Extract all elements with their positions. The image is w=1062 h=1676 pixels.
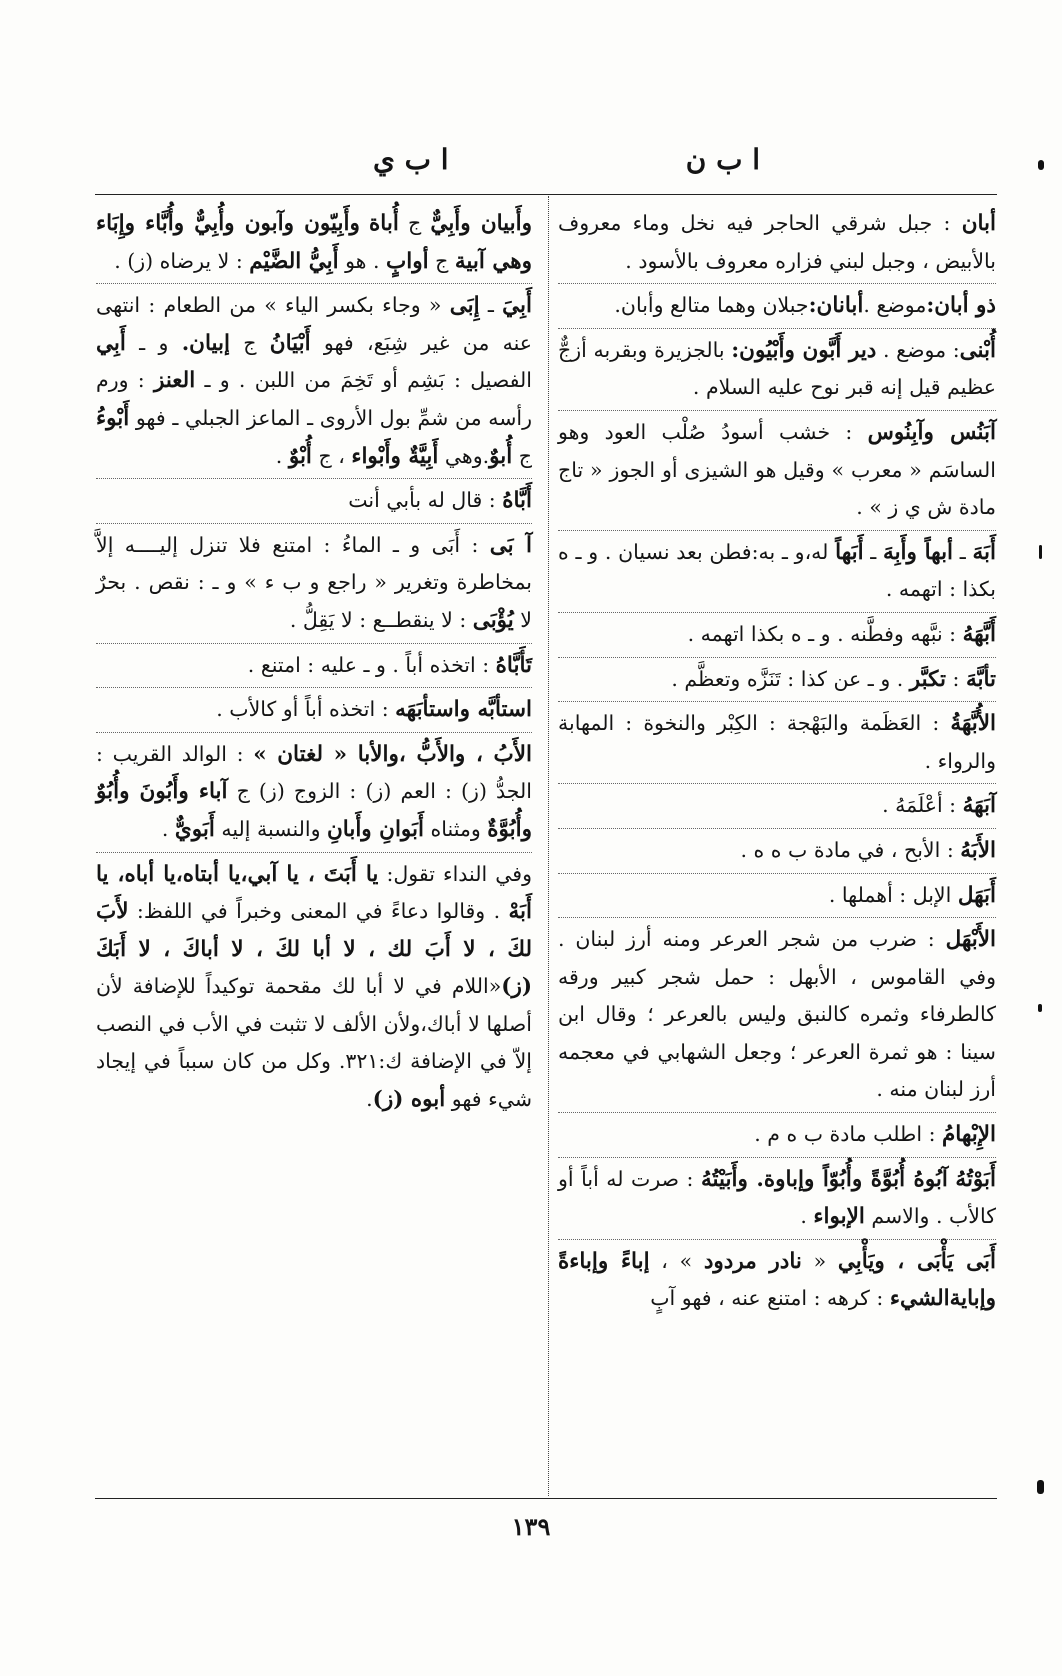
definition-text: . <box>366 1087 373 1112</box>
headword: تأبَّهَ <box>965 666 996 692</box>
headword: يُؤْبَى <box>472 607 514 633</box>
definition-text: جبلان وهما متالع وأبان. <box>614 293 809 318</box>
definition-text: . <box>275 443 289 468</box>
dictionary-entry <box>558 787 996 825</box>
dictionary-entry <box>96 527 532 640</box>
entry-separator <box>558 657 996 658</box>
page-number: ١٣٩ <box>511 1512 551 1541</box>
right-column <box>558 205 996 1318</box>
dictionary-entry <box>96 691 532 729</box>
dictionary-entry <box>558 921 996 1109</box>
definition-text: . هو <box>338 248 387 273</box>
definition-text: : ضرب من شجر العرعر ومنه أرز لبنان . وفي القاموس ، الأبهل : حمل شجر كبير ورقه كالطرفاء وثمره كالنبق وليس بالعرعر ؛ وقال ابن سينا : هو ثمرة العرعر ؛ وجعل الشهابي في معجمه أرز لبنان منه . <box>558 927 996 1102</box>
headword: أَبِي <box>96 330 126 356</box>
dictionary-entry <box>558 1243 996 1318</box>
dictionary-entry <box>558 661 996 699</box>
headword: أوابٍ <box>386 248 429 274</box>
definition-text: : كرهه : امتنع عنه ، فهو آبٍ <box>650 1286 890 1311</box>
entry-separator <box>558 328 996 329</box>
margin-mark <box>1039 545 1042 559</box>
headword: أَبَهَ <box>972 539 996 565</box>
margin-mark <box>1038 160 1044 170</box>
headword: أُبْوٌ <box>288 443 312 469</box>
entry-separator <box>558 410 996 411</box>
headword: يا أَبَتَ ، يا آبي،يا أبتاه،يا أباه، يا أَبَهْ <box>96 861 532 925</box>
definition-text: : خشب أسودُ صُلْب العود وهو الساسَم « معرب » وقيل هو الشيزى أو الجوز « تاج مادة ش ي ز » . <box>558 419 996 520</box>
headword: آ بَى <box>489 532 532 558</box>
entry-separator <box>558 873 996 874</box>
headword: آبَنُس وآبِنُوس <box>867 419 996 445</box>
headword: أَبَوْتُهُ <box>955 1166 996 1192</box>
definition-text: له،و ـ به:فطن بعد نسيان . و ـ ه بكذا : اتهمه . <box>558 539 996 602</box>
dictionary-entry <box>558 877 996 915</box>
definition-text: : قال له بأبي أنت <box>348 488 503 513</box>
definition-text: ـ <box>479 293 503 318</box>
definition-text: الفصيل : بَشِم أو تَخِمَ من اللبن . و ـ <box>195 368 532 393</box>
definition-text: : موضع . <box>876 337 960 362</box>
headword: أَبْوءُ <box>96 405 130 431</box>
headword: أَبَهَل <box>957 882 996 908</box>
headword: لأَبَ لكَ ، لا أَبَ لك ، لا أبا لكَ ، لا أباكَ ، لا أَبَكَ (ز) <box>96 899 532 1000</box>
definition-text: : أَبَى و ـ الماءُ : امتنع فلا تنزل إليــــه إلاَّ بمخاطرة وتغرير « راجع و ب ء » و ـ : نقص . بحرٌ لا <box>96 532 532 632</box>
entry-separator <box>558 783 996 784</box>
definition-text: و ـ <box>125 330 182 355</box>
headword: أَبَويٌّ <box>174 816 215 842</box>
definition-text: موضع . <box>863 293 927 318</box>
definition-text: بالجزيرة وبقربه أزجٌّ عظيم قيل إنه قبر نوح عليه السلام . <box>558 337 996 400</box>
dictionary-entry <box>558 414 996 527</box>
dictionary-entry <box>558 1161 996 1236</box>
dictionary-entry <box>558 832 996 870</box>
entry-separator <box>558 917 996 918</box>
definition-text: ج <box>398 211 431 235</box>
dictionary-entry <box>96 647 532 685</box>
headword: أَبِيُّ الضَّيْم <box>249 248 339 274</box>
dictionary-entry <box>96 856 532 1119</box>
dictionary-entry <box>96 736 532 849</box>
margin-mark <box>1037 1480 1044 1494</box>
header-root-left: ا ب ي <box>373 143 449 176</box>
definition-text: ج <box>428 248 455 273</box>
headword: الإبواء <box>813 1204 865 1230</box>
headword: أَبَّاهُ <box>502 488 532 514</box>
entry-separator <box>558 828 996 829</box>
headword: أَبَى يَأْبَى ، ويَأْبِي <box>837 1248 996 1274</box>
definition-text: ومثناه <box>424 816 488 841</box>
definition-text: ـ <box>863 539 884 564</box>
headword: الأُبَّهَةُ <box>950 711 996 737</box>
headword: استأبَّه واستأبَهَه <box>395 697 532 723</box>
definition-text: ـ <box>953 539 973 564</box>
headword: أَبِيَ <box>502 293 533 319</box>
definition-text: : اتخذه أباً . و ـ عليه : امتنع . <box>247 652 496 677</box>
dictionary-entry <box>558 287 996 325</box>
headword: إبيان. <box>181 330 230 356</box>
definition-text <box>360 211 369 235</box>
headword: آبُوهُ أُبُوَّةً وأُبُوّاً وإباوة. وأَبَيْتُهُ <box>701 1166 948 1192</box>
definition-text: : اتخذه أباً أو كالأب . <box>216 697 396 722</box>
headword: إِبَى <box>449 293 480 319</box>
entry-separator <box>96 643 532 644</box>
headword: أبوه (ز) <box>372 1087 446 1113</box>
entry-separator <box>558 1239 996 1240</box>
headword: وأَبِيّون وآبون وأُبِيٌّ وأُبَّاء وإِبَاء وهي آبية <box>96 211 532 274</box>
dictionary-entry <box>558 705 996 780</box>
entry-separator <box>96 478 532 479</box>
headword: آباء وأَبُونَ وأُبُوٌ وأُبُوَّةٌ <box>96 779 532 842</box>
top-rule <box>95 194 997 195</box>
headword: الأَبُ ، والأَبُّ ،والأبا « لغتان » <box>253 741 532 767</box>
headword: تَأَبَّاهُ <box>495 652 532 678</box>
dictionary-entry <box>96 205 532 280</box>
margin-mark <box>1038 1004 1042 1012</box>
entry-separator <box>96 283 532 284</box>
dictionary-entry <box>558 205 996 280</box>
headword: إباءً وإباءةً وإبايةالشيء <box>558 1248 996 1312</box>
dictionary-entry <box>558 1116 996 1154</box>
entry-separator <box>558 701 996 702</box>
entry-separator <box>558 612 996 613</box>
headword: أبان <box>961 211 996 236</box>
definition-text: : جبل شرقي الحاجر فيه نخل وماء معروف بالأبيض ، وجبل لبني فزاره معروف بالأسود . <box>558 211 996 273</box>
dictionary-entry <box>558 534 996 609</box>
headword: الأَبَهُ <box>960 837 996 863</box>
definition-text: : ورم رأسه من شمِّ بول الأروى ـ الماعز الجبلي ـ فهو <box>96 368 532 430</box>
headword: آبَهَهُ <box>962 793 996 819</box>
definition-text: ، ج <box>311 443 352 468</box>
definition-text: . <box>161 816 175 841</box>
left-column <box>96 205 532 1119</box>
headword: أَبَوانِ وأَبانِ <box>327 816 424 842</box>
headword: أَبِيَّةٌ وأَبْواء <box>351 443 439 469</box>
headword: أبهاً وأَبِهَ <box>883 539 954 565</box>
dictionary-entry <box>96 482 532 520</box>
definition-text: «اللام في لا أبا لك مقحمة توكيداً للإضافة لأن أصلها لا أباك،ولأن الألف لا تثبت في الأب في النصب إلاّ في الإضافة ك:٣٢١. وكل من كان سبباً في إيجاد شيء فهو <box>96 974 532 1112</box>
definition-text: .وهي <box>438 443 490 468</box>
definition-text: . <box>800 1204 814 1229</box>
headword: وأَبيان وأَبِيٌّ <box>430 211 532 236</box>
entry-separator <box>558 1112 996 1113</box>
headword: أَبَّهَهُ <box>962 621 996 647</box>
headword: الإِبْهامُ <box>942 1122 996 1148</box>
definition-text: « وجاء بكسر الياء » من الطعام : انتهى عنه من غير شِبَع، فهو <box>96 293 532 355</box>
headword: دير أَبَّون وأَبْيُون: <box>731 337 877 363</box>
page-header <box>95 143 995 189</box>
entry-separator <box>558 530 996 531</box>
headword: الأَبْهَل <box>945 927 996 953</box>
definition-text: . وقالوا دعاءً في المعنى وخبراً في اللفظ: <box>128 899 509 924</box>
entry-separator <box>96 687 532 688</box>
headword: أُباة <box>369 211 399 236</box>
dictionary-entry <box>558 616 996 654</box>
dictionary-entry <box>558 332 996 407</box>
header-root-right: ا ب ن <box>685 143 760 176</box>
headword: أبانان: <box>808 293 864 319</box>
dictionary-entry <box>96 287 532 475</box>
headword: تكبَّر <box>909 666 946 692</box>
definition-text: الإبل : أهملها . <box>828 882 958 907</box>
definition-text: : لا ينقطــع : لا يَقِلُّ . <box>289 607 473 632</box>
definition-text: : أعْلَمَهُ . <box>882 793 963 818</box>
definition-text: : نبَّهه وفطَّنه . و ـ ه بكذا اتهمه . <box>687 621 963 646</box>
definition-text: . و ـ عن كذا : تَنَزَّه وتعظَّم . <box>671 666 910 691</box>
definition-text: » ، <box>649 1248 704 1273</box>
headword: أُبوٌ <box>489 443 513 469</box>
definition-text: : صرت له أباً أو كالأب . والاسم <box>558 1166 996 1229</box>
definition-text: : <box>946 666 966 691</box>
entry-separator <box>558 1157 996 1158</box>
definition-text: : الأبح ، في مادة ب ه ه . <box>740 837 961 862</box>
headword: أَبْيَانُ <box>269 330 311 356</box>
definition-text: : لا يرضاه (ز) . <box>114 248 250 273</box>
entry-separator <box>558 283 996 284</box>
headword: نادر مردود <box>703 1248 802 1274</box>
bottom-rule <box>95 1498 997 1499</box>
entry-separator <box>96 732 532 733</box>
headword: ذو أبان: <box>926 293 996 319</box>
definition-text: « <box>801 1248 838 1273</box>
definition-text: ج <box>229 330 270 355</box>
definition-text: : العَظَمة والبَهْجة : الكِبْر والنخوة : المهابة والرواء . <box>558 711 996 773</box>
entry-separator <box>96 852 532 853</box>
headword: أَبَهاً <box>835 539 864 565</box>
definition-text: والنسبة إليه <box>214 816 327 841</box>
definition-text: ج <box>512 443 532 468</box>
headword: أُبْنى <box>959 337 996 363</box>
definition-text: : اطلب مادة ب ه م . <box>754 1122 942 1147</box>
entry-separator <box>96 523 532 524</box>
definition-text: وفي النداء تقول: <box>378 861 532 886</box>
headword: العنز <box>153 368 196 394</box>
column-divider <box>548 196 549 1496</box>
definition-text: : الوالد القريب : الجدُّ (ز) : العم (ز) : الزوج (ز) ج <box>96 741 532 804</box>
